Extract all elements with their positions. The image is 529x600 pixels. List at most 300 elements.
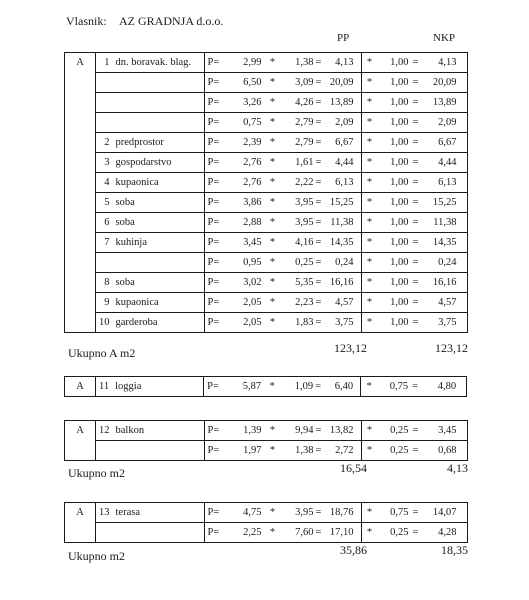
section-letter-cell — [65, 113, 96, 133]
multiply-sign: * — [269, 277, 276, 288]
section-letter-cell: A — [65, 377, 96, 397]
nkp-area-value: 6,13 — [438, 177, 457, 188]
nkp-formula — [365, 445, 464, 456]
multiply-sign: * — [366, 257, 373, 268]
dimension-b: 1,09 — [294, 381, 314, 392]
multiply-sign: * — [269, 97, 276, 108]
nkp-area-value: 11,38 — [433, 217, 457, 228]
pp-area-value: 2,09 — [335, 117, 354, 128]
dimension-b: 4,16 — [295, 237, 314, 248]
pp-area-value: 2,72 — [335, 445, 354, 456]
section-letter-cell: A — [65, 503, 96, 523]
multiply-sign: * — [269, 257, 276, 268]
area-formula-cell — [204, 273, 361, 293]
area-formula-cell — [204, 153, 361, 173]
multiply-sign: * — [269, 217, 276, 228]
room-number-cell: 8 — [96, 273, 113, 293]
terasa-total-label: Ukupno m2 — [68, 549, 125, 563]
multiply-sign: * — [366, 237, 373, 248]
multiply-sign: * — [366, 177, 373, 188]
table-row — [65, 73, 468, 93]
multiply-sign: * — [366, 117, 373, 128]
room-number-cell: 3 — [96, 153, 113, 173]
area-formula-cell — [204, 503, 361, 523]
dimension-a: 3,45 — [243, 237, 262, 248]
coefficient-value: 1,00 — [390, 117, 409, 128]
section-a-total-label: Ukupno A m2 — [68, 346, 136, 360]
nkp-area-value: 2,09 — [438, 117, 457, 128]
dimension-a: 3,86 — [243, 197, 262, 208]
nkp-formula — [365, 137, 464, 148]
pp-area-value: 4,13 — [335, 57, 354, 68]
owner-label: Vlasnik: — [66, 14, 107, 28]
multiply-sign: * — [366, 137, 373, 148]
area-formula-cell — [204, 113, 361, 133]
equals-sign: = — [315, 157, 322, 168]
section-letter-cell — [65, 253, 96, 273]
dimension-a: 2,88 — [243, 217, 262, 228]
table-row — [65, 293, 468, 313]
multiply-sign: * — [366, 507, 373, 518]
multiply-sign: * — [366, 297, 373, 308]
equals-sign: = — [412, 381, 419, 392]
table-row — [65, 173, 468, 193]
room-number-cell: 1 — [96, 53, 113, 73]
equals-sign: = — [315, 137, 322, 148]
section-letter-cell — [65, 73, 96, 93]
area-formula — [208, 177, 358, 188]
section-letter-cell — [65, 133, 96, 153]
nkp-formula — [365, 217, 464, 228]
equals-sign: = — [315, 507, 322, 518]
dimension-a: 2,76 — [243, 177, 262, 188]
section-letter-cell — [65, 273, 96, 293]
coefficient-value: 1,00 — [390, 217, 409, 228]
table-row — [65, 273, 468, 293]
nkp-area-value: 4,44 — [438, 157, 457, 168]
nkp-formula-cell — [361, 193, 467, 213]
room-number-cell — [96, 253, 113, 273]
dimension-a: 1,39 — [243, 425, 262, 436]
section-letter-cell — [65, 293, 96, 313]
equals-sign: = — [412, 507, 419, 518]
area-formula-cell — [204, 173, 361, 193]
nkp-area-value: 14,07 — [432, 507, 457, 518]
nkp-formula — [365, 257, 464, 268]
nkp-formula-cell — [361, 153, 467, 173]
area-formula — [208, 237, 358, 248]
section-letter-cell — [65, 233, 96, 253]
loggia-table — [64, 376, 467, 397]
multiply-sign: * — [269, 57, 276, 68]
area-formula — [208, 117, 358, 128]
section-letter-cell — [65, 213, 96, 233]
dimension-b: 5,35 — [295, 277, 314, 288]
dimension-a: 2,99 — [243, 57, 262, 68]
owner-line — [66, 14, 223, 29]
coefficient-value: 1,00 — [390, 97, 409, 108]
formula-prefix: P= — [207, 297, 220, 308]
coefficient-value: 1,00 — [390, 237, 409, 248]
area-formula — [208, 425, 358, 436]
coefficient-value: 0,75 — [390, 507, 409, 518]
nkp-formula-cell — [361, 133, 467, 153]
table-row — [65, 441, 468, 461]
area-formula — [208, 197, 358, 208]
equals-sign: = — [315, 97, 322, 108]
owner-name: AZ GRADNJA d.o.o. — [119, 14, 224, 28]
nkp-formula-cell — [361, 173, 467, 193]
room-number-cell: 11 — [96, 377, 113, 397]
equals-sign: = — [412, 317, 419, 328]
dimension-a: 3,26 — [243, 97, 262, 108]
room-name-cell — [113, 113, 205, 133]
multiply-sign: * — [269, 197, 276, 208]
nkp-area-value: 0,68 — [438, 445, 457, 456]
nkp-column-header: NKP — [433, 32, 456, 44]
dimension-b: 1,83 — [295, 317, 314, 328]
nkp-formula-cell — [361, 273, 467, 293]
room-name-cell — [113, 253, 205, 273]
nkp-formula — [365, 177, 464, 188]
area-formula-cell — [204, 253, 361, 273]
nkp-formula-cell — [361, 253, 467, 273]
section-letter-cell — [65, 193, 96, 213]
room-number-cell: 4 — [96, 173, 113, 193]
pp-area-value: 4,57 — [335, 297, 354, 308]
coefficient-value: 1,00 — [390, 257, 409, 268]
multiply-sign: * — [269, 425, 276, 436]
nkp-formula — [365, 297, 464, 308]
nkp-formula — [365, 425, 464, 436]
section-letter-cell — [65, 441, 96, 461]
equals-sign: = — [412, 77, 419, 88]
multiply-sign: * — [269, 157, 276, 168]
terasa-total-nkp: 18,35 — [441, 543, 468, 557]
pp-area-value: 4,44 — [335, 157, 354, 168]
area-formula-cell — [204, 213, 361, 233]
nkp-area-value: 13,89 — [432, 97, 457, 108]
formula-prefix: P= — [207, 57, 220, 68]
room-name-cell: soba — [113, 193, 205, 213]
equals-sign: = — [412, 137, 419, 148]
nkp-formula-cell — [361, 93, 467, 113]
coefficient-value: 1,00 — [390, 317, 409, 328]
nkp-formula — [364, 381, 463, 392]
pp-area-value: 3,75 — [335, 317, 354, 328]
room-name-cell: soba — [113, 273, 205, 293]
area-formula-cell — [204, 377, 361, 397]
nkp-formula-cell — [361, 503, 467, 523]
pp-area-value: 20,09 — [329, 77, 354, 88]
equals-sign: = — [412, 277, 419, 288]
area-formula — [208, 527, 358, 538]
nkp-formula — [365, 97, 464, 108]
area-formula — [208, 57, 358, 68]
dimension-b: 2,23 — [295, 297, 314, 308]
room-number-cell: 9 — [96, 293, 113, 313]
room-name-cell: soba — [113, 213, 205, 233]
pp-area-value: 6,40 — [334, 381, 354, 392]
table-row — [65, 53, 468, 73]
nkp-area-value: 20,09 — [432, 77, 457, 88]
dimension-b: 0,25 — [295, 257, 314, 268]
balkon-table — [64, 420, 468, 461]
pp-area-value: 18,76 — [329, 507, 354, 518]
room-name-cell — [113, 523, 205, 543]
dimension-a: 2,05 — [243, 317, 262, 328]
nkp-formula-cell — [361, 113, 467, 133]
multiply-sign: * — [366, 425, 373, 436]
room-number-cell: 13 — [96, 503, 113, 523]
nkp-formula — [365, 317, 464, 328]
nkp-formula — [365, 507, 464, 518]
room-number-cell — [96, 523, 113, 543]
table-row — [65, 213, 468, 233]
multiply-sign: * — [269, 297, 276, 308]
room-name-cell: terasa — [113, 503, 205, 523]
room-name-cell — [113, 93, 205, 113]
equals-sign: = — [315, 57, 322, 68]
equals-sign: = — [412, 257, 419, 268]
coefficient-value: 0,75 — [389, 381, 409, 392]
equals-sign: = — [315, 217, 322, 228]
equals-sign: = — [412, 157, 419, 168]
formula-prefix: P= — [207, 117, 220, 128]
nkp-formula-cell — [361, 421, 467, 441]
dimension-b: 3,95 — [295, 507, 314, 518]
formula-prefix: P= — [207, 527, 220, 538]
multiply-sign: * — [366, 527, 373, 538]
multiply-sign: * — [366, 277, 373, 288]
dimension-b: 1,38 — [295, 445, 314, 456]
table-row — [65, 233, 468, 253]
equals-sign: = — [412, 97, 419, 108]
nkp-area-value: 4,80 — [437, 381, 457, 392]
balkon-total-pp: 16,54 — [340, 461, 367, 475]
formula-prefix: P= — [207, 77, 220, 88]
area-formula — [208, 445, 358, 456]
dimension-a: 2,05 — [243, 297, 262, 308]
formula-prefix: P= — [207, 507, 220, 518]
terasa-table — [64, 502, 468, 543]
coefficient-value: 1,00 — [390, 197, 409, 208]
multiply-sign: * — [269, 177, 276, 188]
equals-sign: = — [315, 257, 322, 268]
multiply-sign: * — [366, 317, 373, 328]
multiply-sign: * — [269, 527, 276, 538]
balkon-total-nkp: 4,13 — [447, 461, 468, 475]
coefficient-value: 0,25 — [390, 445, 409, 456]
room-name-cell: loggia — [112, 377, 204, 397]
room-name-cell — [113, 73, 205, 93]
table-row — [65, 253, 468, 273]
nkp-area-value: 16,16 — [432, 277, 457, 288]
multiply-sign: * — [269, 137, 276, 148]
pp-area-value: 16,16 — [329, 277, 354, 288]
dimension-a: 2,76 — [243, 157, 262, 168]
multiply-sign: * — [269, 445, 276, 456]
table-row — [65, 377, 467, 397]
area-formula — [208, 77, 358, 88]
pp-area-value: 0,24 — [335, 257, 354, 268]
section-a-total-pp: 123,12 — [334, 341, 367, 355]
formula-prefix: P= — [207, 257, 220, 268]
nkp-area-value: 6,67 — [438, 137, 457, 148]
table-row — [65, 503, 468, 523]
pp-area-value: 17,10 — [329, 527, 354, 538]
area-formula-cell — [204, 523, 361, 543]
nkp-formula-cell — [361, 377, 467, 397]
equals-sign: = — [412, 57, 419, 68]
room-number-cell — [96, 93, 113, 113]
formula-prefix: P= — [207, 317, 220, 328]
area-formula — [208, 97, 358, 108]
area-formula — [207, 381, 357, 392]
equals-sign: = — [315, 177, 322, 188]
equals-sign: = — [315, 117, 322, 128]
pp-area-value: 15,25 — [329, 197, 354, 208]
table-row — [65, 113, 468, 133]
equals-sign: = — [315, 381, 322, 392]
dimension-b: 2,22 — [295, 177, 314, 188]
nkp-formula — [365, 77, 464, 88]
multiply-sign: * — [269, 77, 276, 88]
nkp-area-value: 3,75 — [438, 317, 457, 328]
equals-sign: = — [315, 317, 322, 328]
multiply-sign: * — [366, 157, 373, 168]
room-number-cell: 10 — [96, 313, 113, 333]
pp-column-header: PP — [337, 32, 350, 44]
terasa-total-pp: 35,86 — [340, 543, 367, 557]
section-a-table — [64, 52, 468, 333]
room-name-cell: kupaonica — [113, 173, 205, 193]
multiply-sign: * — [269, 507, 276, 518]
area-formula-cell — [204, 193, 361, 213]
formula-prefix: P= — [207, 425, 220, 436]
area-formula-cell — [204, 441, 361, 461]
dimension-a: 0,75 — [243, 117, 262, 128]
dimension-a: 4,75 — [243, 507, 262, 518]
pp-area-value: 13,82 — [329, 425, 354, 436]
area-formula-cell — [204, 133, 361, 153]
equals-sign: = — [315, 425, 322, 436]
multiply-sign: * — [366, 217, 373, 228]
pp-area-value: 6,67 — [335, 137, 354, 148]
area-formula — [208, 257, 358, 268]
coefficient-value: 1,00 — [390, 157, 409, 168]
nkp-formula — [365, 57, 464, 68]
area-formula-cell — [204, 421, 361, 441]
room-number-cell — [96, 73, 113, 93]
formula-prefix: P= — [207, 137, 220, 148]
room-number-cell: 6 — [96, 213, 113, 233]
nkp-area-value: 0,24 — [438, 257, 457, 268]
room-number-cell: 7 — [96, 233, 113, 253]
dimension-a: 1,97 — [243, 445, 262, 456]
formula-prefix: P= — [207, 197, 220, 208]
multiply-sign: * — [269, 117, 276, 128]
table-row — [65, 133, 468, 153]
coefficient-value: 0,25 — [390, 527, 409, 538]
dimension-a: 2,25 — [243, 527, 262, 538]
dimension-b: 2,79 — [295, 117, 314, 128]
dimension-b: 4,26 — [295, 97, 314, 108]
area-formula — [208, 157, 358, 168]
table-row — [65, 153, 468, 173]
nkp-formula-cell — [361, 213, 467, 233]
formula-prefix: P= — [207, 381, 219, 392]
equals-sign: = — [315, 527, 322, 538]
area-formula — [208, 297, 358, 308]
dimension-a: 6,50 — [243, 77, 262, 88]
formula-prefix: P= — [207, 445, 220, 456]
dimension-a: 0,95 — [243, 257, 262, 268]
formula-prefix: P= — [207, 277, 220, 288]
equals-sign: = — [412, 197, 419, 208]
section-letter-cell: A — [65, 53, 96, 73]
room-name-cell: garderoba — [113, 313, 205, 333]
dimension-b: 1,38 — [295, 57, 314, 68]
nkp-formula — [365, 117, 464, 128]
coefficient-value: 1,00 — [390, 177, 409, 188]
equals-sign: = — [315, 277, 322, 288]
area-formula-cell — [204, 73, 361, 93]
nkp-area-value: 4,57 — [438, 297, 457, 308]
equals-sign: = — [412, 445, 419, 456]
room-name-cell: predprostor — [113, 133, 205, 153]
room-number-cell — [96, 113, 113, 133]
multiply-sign: * — [366, 57, 373, 68]
equals-sign: = — [412, 297, 419, 308]
section-letter-cell — [65, 313, 96, 333]
nkp-area-value: 4,13 — [438, 57, 457, 68]
equals-sign: = — [315, 237, 322, 248]
equals-sign: = — [412, 217, 419, 228]
equals-sign: = — [412, 237, 419, 248]
coefficient-value: 1,00 — [390, 137, 409, 148]
formula-prefix: P= — [207, 237, 220, 248]
section-letter-cell — [65, 153, 96, 173]
nkp-formula-cell — [361, 313, 467, 333]
nkp-formula-cell — [361, 441, 467, 461]
equals-sign: = — [315, 445, 322, 456]
formula-prefix: P= — [207, 177, 220, 188]
nkp-area-value: 14,35 — [432, 237, 457, 248]
dimension-a: 2,39 — [243, 137, 262, 148]
equals-sign: = — [412, 117, 419, 128]
dimension-b: 3,95 — [295, 217, 314, 228]
multiply-sign: * — [269, 237, 276, 248]
formula-prefix: P= — [207, 97, 220, 108]
area-formula-cell — [204, 93, 361, 113]
coefficient-value: 1,00 — [390, 297, 409, 308]
multiply-sign: * — [366, 77, 373, 88]
room-name-cell: balkon — [113, 421, 205, 441]
pp-area-value: 13,89 — [329, 97, 354, 108]
multiply-sign: * — [366, 381, 372, 392]
multiply-sign: * — [366, 445, 373, 456]
formula-prefix: P= — [207, 217, 220, 228]
equals-sign: = — [412, 425, 419, 436]
table-row — [65, 421, 468, 441]
equals-sign: = — [315, 297, 322, 308]
area-formula — [208, 507, 358, 518]
dimension-b: 9,94 — [295, 425, 314, 436]
room-number-cell — [96, 441, 113, 461]
equals-sign: = — [412, 527, 419, 538]
coefficient-value: 1,00 — [390, 77, 409, 88]
